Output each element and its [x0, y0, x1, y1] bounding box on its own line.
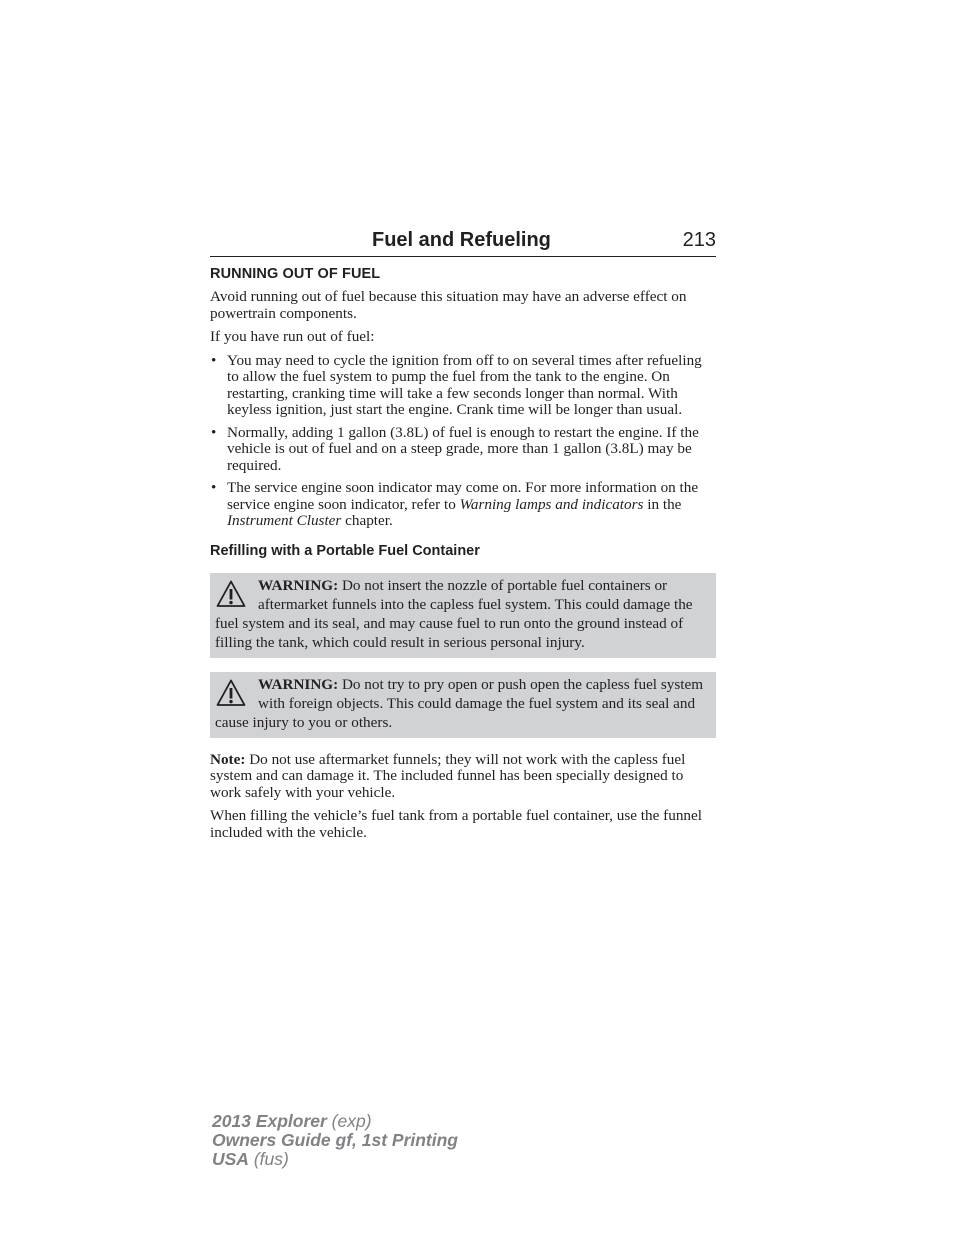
- footer-market-code: (fus): [248, 1149, 289, 1169]
- footer-market: USA: [212, 1149, 249, 1169]
- bullet-list: [210, 353, 716, 530]
- cross-reference: Instrument Cluster: [227, 512, 342, 529]
- lead-paragraph: If you have run out of fuel:: [210, 328, 375, 345]
- list-item: [210, 480, 716, 530]
- warning-triangle-icon: [216, 580, 246, 608]
- page-title: Fuel and Refueling: [372, 229, 551, 251]
- warning-text: Do not insert the nozzle of portable fuel containers or aftermarket funnels into the capless fuel system. This could damage the fuel system and its seal, and may cause fuel to run onto the ground instead of filling the tank, which could result in serious personal injury.: [215, 576, 693, 651]
- cross-reference: Warning lamps and indicators: [459, 495, 644, 513]
- page-number: 213: [682, 229, 716, 251]
- warning-label: WARNING:: [258, 576, 339, 594]
- warning-text: Do not try to pry open or push open the capless fuel system with foreign objects. This could damage the fuel system and its seal and cause injury to you or others.: [215, 675, 704, 731]
- bullet-text: chapter.: [341, 512, 393, 529]
- footer-printing: Owners Guide gf, 1st Printing: [212, 1130, 458, 1150]
- note-text: Do not use aftermarket funnels; they will not work with the capless fuel system and can damage it. The included funnel has been specially designed to work safely with your vehicle.: [210, 750, 686, 801]
- warning-label: WARNING:: [258, 675, 339, 693]
- section-heading: RUNNING OUT OF FUEL: [210, 266, 381, 282]
- footer-line: [212, 1112, 458, 1131]
- closing-paragraph: When filling the vehicle’s fuel tank from a portable fuel container, use the funnel included with the vehicle.: [210, 807, 702, 841]
- warning-box: [210, 672, 716, 738]
- list-item: • Normally, adding 1 gallon (3.8L) of fuel is enough to restart the engine. If the vehicle is out of fuel and on a steep grade, more than 1 gallon (3.8L) may be required.: [210, 425, 716, 475]
- intro-paragraph: Avoid running out of fuel because this situation may have an adverse effect on powertrain components.: [210, 288, 687, 322]
- list-item: • You may need to cycle the ignition from off to on several times after refueling to allow the fuel system to pump the fuel from the tank to the engine. On restarting, cranking time will take a few seconds longer than normal. With keyless ignition, just start the engine. Crank time will be longer than usual.: [210, 353, 716, 419]
- warning-box: [210, 573, 716, 658]
- footer-line: [212, 1150, 458, 1169]
- footer-line: [212, 1131, 458, 1150]
- warning-triangle-icon: [216, 679, 246, 707]
- note-label: Note:: [210, 750, 246, 768]
- page-header: [210, 229, 716, 257]
- page-footer: [212, 1112, 458, 1169]
- bullet-text: in the: [643, 495, 682, 513]
- bullet-text: The service engine soon indicator may come on. For more information on the service engine soon indicator, refer to: [227, 479, 699, 513]
- footer-model-code: (exp): [326, 1111, 372, 1131]
- page-content: [210, 229, 716, 848]
- footer-model: 2013 Explorer: [212, 1111, 327, 1131]
- note-paragraph: [210, 752, 716, 802]
- subsection-heading: Refilling with a Portable Fuel Container: [210, 542, 480, 559]
